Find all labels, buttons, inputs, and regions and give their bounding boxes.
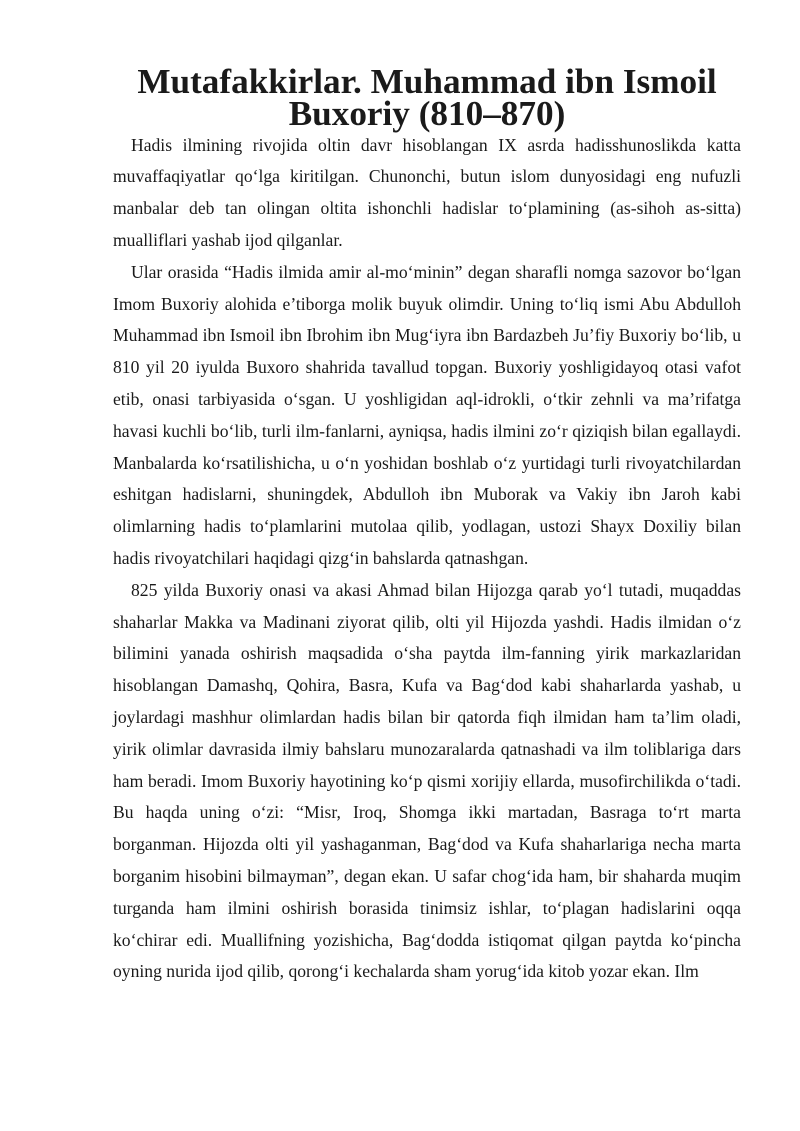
paragraph-2: Ular orasida “Hadis ilmida amir al-mo‘minin” degan sharafli nomga sazovor bo‘lgan Imom Buxoriy alohida e’tiborga molik buyuk olimdir. Uning to‘liq ismi Abu Abdulloh Muhammad ibn Ismoil ibn Ibrohim ibn Mug‘iyra ibn Bardazbeh Ju’fiy Buxoriy bo‘lib, u 810 yil 20 iyulda Buxoro shahrida tavallud topgan. Buxoriy yoshligidayoq otasi vafot etib, onasi tarbiyasida o‘sgan. U yoshligidan aql-idrokli, o‘tkir zehnli va ma’rifatga havasi kuchli bo‘lib, turli ilm-fanlarni, ayniqsa, hadis ilmini zo‘r qiziqish bilan egallaydi. Manbalarda ko‘rsatilishicha, u o‘n yoshidan boshlab o‘z yurtidagi turli rivoyatchilardan eshitgan hadislarni, shuningdek, Abdulloh ibn Muborak va Vakiy ibn Jaroh kabi olimlarning hadis to‘plamlarini mutolaa qilib, yodlagan, ustozi Shayx Doxiliy bilan hadis rivoyatchilari haqidagi qizg‘in bahslarda qatnashgan. [113,261,741,568]
document-page [113,62,741,988]
paragraph-1: Hadis ilmining rivojida oltin davr hisoblangan IX asrda hadisshunoslikda katta muvaffaqiyatlar qo‘lga kiritilgan. Chunonchi, butun islom dunyosidagi eng nufuzli manbalar deb tan olingan oltita ishonchli hadislar to‘plamining (as-sihoh as-sitta) mualliflari yashab ijod qilganlar. [113,134,741,250]
page-title: Mutafakkirlar. Muhammad ibn Ismoil Buxoriy (810–870) [137,62,717,133]
paragraph-3: 825 yilda Buxoriy onasi va akasi Ahmad bilan Hijozga qarab yo‘l tutadi, muqaddas shaharlar Makka va Madinani ziyorat qilib, olti yil Hijozda yashdi. Hadis ilmidan o‘z bilimini yanada oshirish maqsadida o‘sha paytda ilm-fanning yirik markazlaridan hisoblangan Damashq, Qohira, Basra, Kufa va Bag‘dod kabi shaharlarda yashab, u joylardagi mashhur olimlardan hadis bilan bir qatorda fiqh ilmidan ham ta’lim oladi, yirik olimlar davrasida ilmiy bahslaru munozaralarda qatnashadi va ilm toliblariga dars ham beradi. Imom Buxoriy hayotining ko‘p qismi xorijiy ellarda, musofirchilikda o‘tadi. Bu haqda uning o‘zi: “Misr, Iroq, Shomga ikki martadan, Basraga to‘rt marta borganman. Hijozda olti yil yashaganman, Bag‘dod va Kufa shaharlariga necha marta borganim hisobini bilmayman”, degan ekan. U safar chog‘ida ham, bir shaharda muqim turganda ham ilmini oshirish borasida tinimsiz ishlar, to‘plagan hadislarini oqqa ko‘chirar edi. Muallifning yozishicha, Bag‘dodda istiqomat qilgan paytda ko‘pincha oyning nurida ijod qilib, qorong‘i kechalarda sham yorug‘ida kitob yozar ekan. Ilm [113,579,741,982]
